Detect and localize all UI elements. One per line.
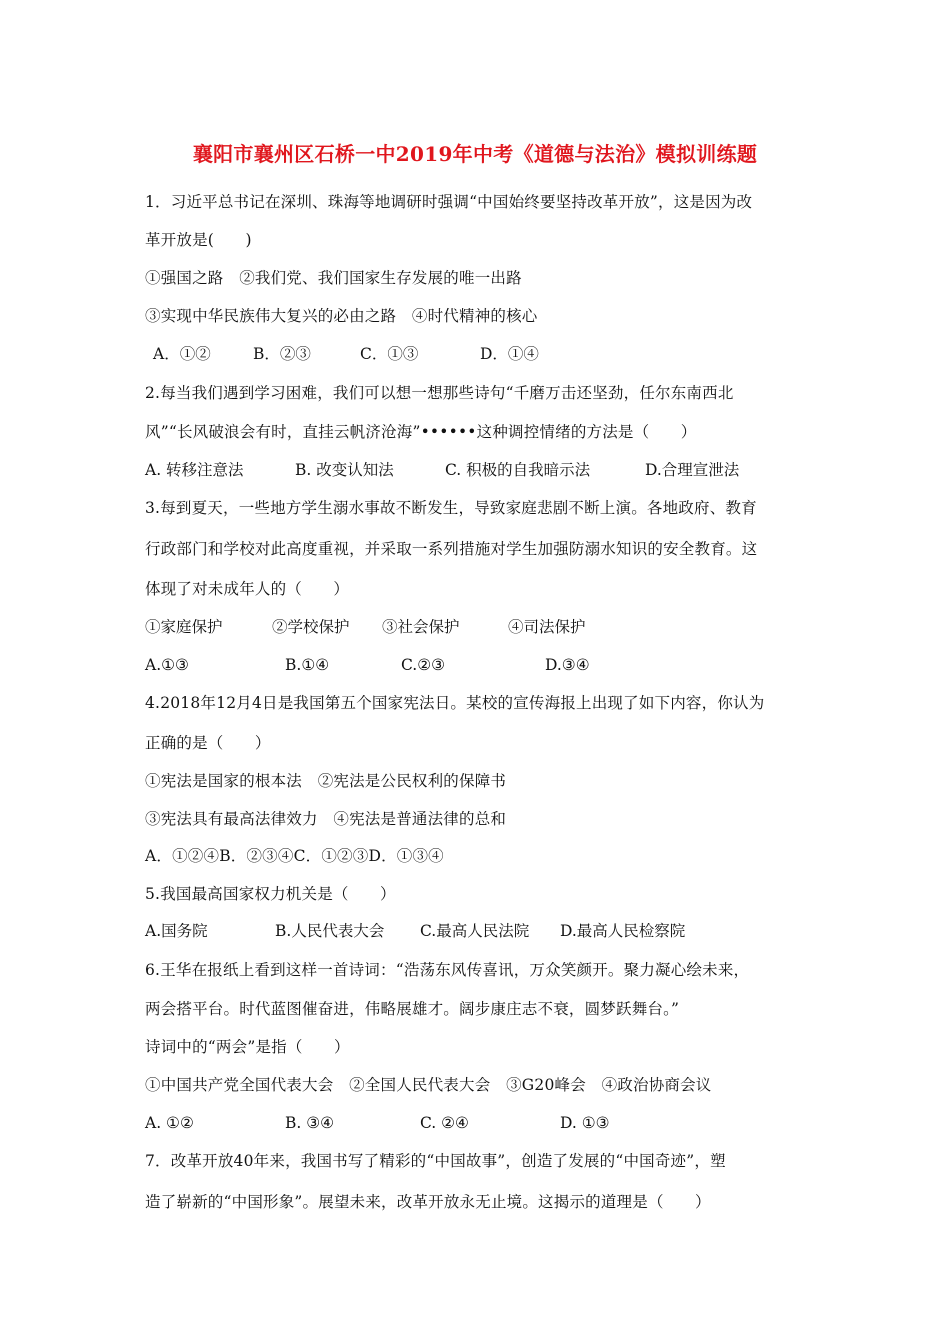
- q3-option-c: C.②③: [401, 656, 446, 674]
- q6-statements: ①中国共产党全国代表大会 ②全国人民代表大会 ③G20峰会 ④政治协商会议: [145, 1076, 712, 1094]
- q1-statements-1: ①强国之路 ②我们党、我们国家生存发展的唯一出路: [145, 269, 522, 287]
- q5-option-a: A.国务院: [145, 922, 208, 940]
- q6-stem-line-3: 诗词中的“两会”是指（ ）: [145, 1038, 350, 1056]
- q3-stem-line-3: 体现了对未成年人的（ ）: [145, 580, 350, 598]
- q4-statements-1: ①宪法是国家的根本法 ②宪法是公民权利的保障书: [145, 772, 507, 790]
- q1-stem-line-2: 革开放是( ): [145, 231, 252, 249]
- q3-statement-3: ③社会保护: [382, 618, 460, 636]
- q1-options: [145, 344, 825, 364]
- q3-stem-line-2: 行政部门和学校对此高度重视，并采取一系列措施对学生加强防溺水知识的安全教育。这: [145, 540, 758, 558]
- q6-stem-line-2: 两会搭平台。时代蓝图催奋进，伟略展雄才。阔步康庄志不衰，圆梦跃舞台。”: [145, 1000, 680, 1018]
- q3-option-d: D.③④: [545, 656, 590, 674]
- page-title: 襄阳市襄州区石桥一中2019年中考《道德与法治》模拟训练题: [192, 142, 758, 166]
- q5-stem: 5.我国最高国家权力机关是（ ）: [145, 885, 396, 903]
- q1-option-d: D．①④: [480, 345, 539, 363]
- q6-options: [145, 1113, 825, 1133]
- q2-stem-line-1: 2.每当我们遇到学习困难，我们可以想一想那些诗句“千磨万击还坚劲，任尔东南西北: [145, 384, 734, 402]
- q2-option-a: A. 转移注意法: [145, 461, 244, 479]
- q5-option-c: C.最高人民法院: [420, 922, 530, 940]
- q1-statements-2: ③实现中华民族伟大复兴的必由之路 ④时代精神的核心: [145, 307, 538, 325]
- q2-option-c: C. 积极的自我暗示法: [445, 461, 591, 479]
- q6-option-c: C. ②④: [420, 1114, 469, 1132]
- q6-option-d: D. ①③: [560, 1114, 610, 1132]
- q2-stem-line-2: 风”“长风破浪会有时，直挂云帆济沧海”••••••这种调控情绪的方法是（ ）: [145, 423, 697, 441]
- q6-stem-line-1: 6.王华在报纸上看到这样一首诗词：“浩荡东风传喜讯，万众笑颜开。聚力凝心绘未来，: [145, 961, 750, 979]
- q7-stem-line-2: 造了崭新的“中国形象”。展望未来，改革开放永无止境。这揭示的道理是（ ）: [145, 1193, 711, 1211]
- q1-option-a: A．①②: [153, 345, 211, 363]
- q1-stem-line-1: 1．习近平总书记在深圳、珠海等地调研时强调“中国始终要坚持改革开放”，这是因为改: [145, 193, 753, 211]
- q4-statements-2: ③宪法具有最高法律效力 ④宪法是普通法律的总和: [145, 810, 507, 828]
- q3-statements: [145, 617, 825, 637]
- q3-statement-4: ④司法保护: [508, 618, 586, 636]
- q3-statement-1: ①家庭保护: [145, 618, 223, 636]
- q5-option-b: B.人民代表大会: [275, 922, 385, 940]
- q4-stem-line-2: 正确的是（ ）: [145, 734, 271, 752]
- q5-option-d: D.最高人民检察院: [560, 922, 686, 940]
- q7-stem-line-1: 7．改革开放40年来，我国书写了精彩的“中国故事”，创造了发展的“中国奇迹”，塑: [145, 1152, 726, 1170]
- q3-statement-2: ②学校保护: [272, 618, 350, 636]
- q6-option-b: B. ③④: [285, 1114, 335, 1132]
- q1-option-c: C．①③: [360, 345, 419, 363]
- q3-option-a: A.①③: [145, 656, 189, 674]
- q5-options: [145, 921, 825, 941]
- q4-options: A．①②④B．②③④C．①②③D．①③④: [145, 847, 444, 865]
- q2-option-d: D.合理宣泄法: [645, 461, 740, 479]
- q1-option-b: B．②③: [253, 345, 311, 363]
- q6-option-a: A. ①②: [145, 1114, 194, 1132]
- q4-stem-line-1: 4.2018年12月4日是我国第五个国家宪法日。某校的宣传海报上出现了如下内容，你认为: [145, 694, 765, 712]
- q2-option-b: B. 改变认知法: [295, 461, 394, 479]
- q3-stem-line-1: 3.每到夏天，一些地方学生溺水事故不断发生，导致家庭悲剧不断上演。各地政府、教育: [145, 499, 757, 517]
- q3-options: [145, 655, 825, 675]
- q2-options: [145, 460, 825, 480]
- q3-option-b: B.①④: [285, 656, 330, 674]
